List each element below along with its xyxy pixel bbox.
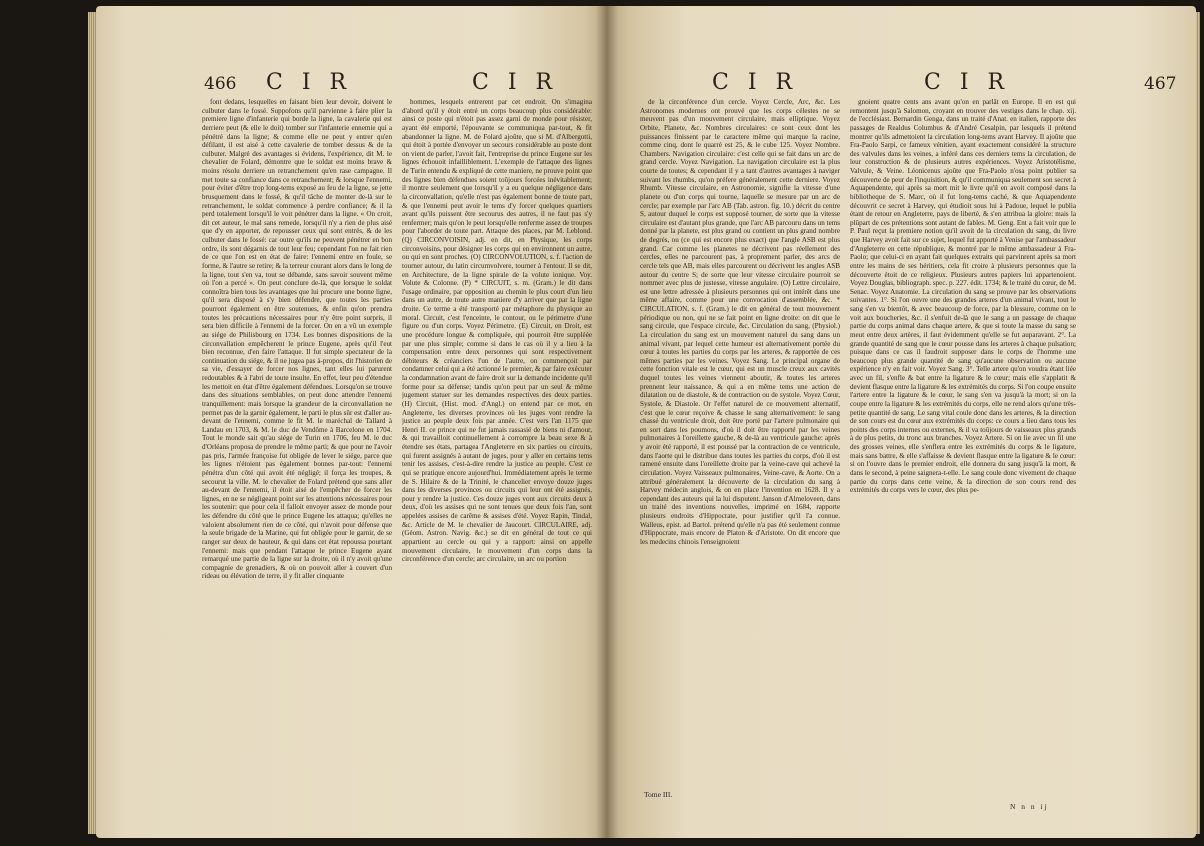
right-page [606,6,1196,838]
running-head-left: C I R [266,70,353,95]
column-text: gnoient quatre cents ans avant qu'on en parlât en Europe. Il en est qui remontent jusqu'à Salomon, croyant en trouver des vestiges dans le chap. xij. de l'ecclésiast. Bernardin Genga, dans un traité d'Anat. en italien, rapporte des passages de Realdus Columbus & d'André Cesalpin, par lesquels il prétend montrer qu'ils admettoient la circulation long-tems avant Harvey. Il ajoûte que Fra-Paolo Sarpi, ce fameux vénitien, ayant exactement considéré la structure des valvules dans les veines, a inféré dans ces derniers tems la circulation, de leur construction & de plusieurs autres expériences. Voyez Aristotélisme, Valvule, & Veine. Léonicenus ajoûte que Fra-Paolo n'osa point publier sa découverte de peur de l'inquisition, & qu'il communiqua seulement son secret à Aquapendente, qui après sa mort mit le livre qu'il en avoit composé dans la bibliotheque de S. Marc, où il fut long-tems caché, & que Aquapendente découvrit ce secret à Harvey, qui étudioit sous lui à Padoue, lequel le publia étant de retour en Angleterre, pays de liberté, & s'en attribua la gloire: mais la plûpart de ces prétentions sont autant de fables. M. Geng. Ent a fait voir que le P. Paul reçut la premiere notion qu'il avoit de la circulation du sang, du livre que Harvey avoit fait sur ce sujet, lequel fut apporté à Venise par l'ambassadeur d'Angleterre en cette république, & montré par le même ambassadeur à Fra-Paolo; que celui-ci en ayant fait quelques extraits qui parvinrent après sa mort entre les mains de ses héritiers, cela fit croire à plusieurs personnes que la découverte étoit de ce religieux. Plusieurs autres papiers lui appartenoient. Voyez Douglas, bibliograph. spec. p. 227. édit. 1734; & le traité du cœur, de M. Senac. Voyez Anatomie. La circulation du sang se prouve par les observations suivantes. 1°. Si l'on ouvre une des grandes arteres d'un animal vivant, tout le sang s'en va bientôt, & avec beaucoup de force, par la blessure, comme on le voit aux boucheries, &c. il s'enfuit de-là que le sang a un passage de chaque partie du corps animal dans chaque artere, & que si toute la masse du sang se meut entre deux artères, il faut évidemment qu'elle se fut auparavant. 2°. La grande quantité de sang que le cœur pousse dans les arteres à chaque pulsation; puisque dans ce cas il faudroit supposer dans le corps de l'homme une beaucoup plus grande quantité de sang qu'aucune observation ou aucune expérience n'y en fait voir. Voyez Sang. 3°. Telle artere qu'on voudra étant liée avec un fil, s'enfle & bat entre la ligature & le cœur; mais elle s'applatit & devient flasque entre la ligature & les extrémités du corps. Si l'on coupe ensuite l'artere entre la ligature & le cœur, le sang s'en va jusqu'à la mort; si on la coupe entre la ligature & les extrémités du corps, elle ne rend alors qu'une très-petite quantité de sang. Le sang vital coule donc dans les arteres, & la direction de son cours est du cœur aux extrémités du corps: ce cours a lieu dans tous les points des corps internes ou externes, & il va toûjours de vaisseaux plus grands à de plus petits, du tronc aux branches. Voyez Artere. Si on lie avec un fil une des grosses veines, elle s'enflera entre les extrémités du corps & le ligature, mais sans battre, & elle s'affaisse & devient flasque entre la ligature & le cœur: si on l'ouvre dans le premier endroit, elle donnera du sang jusqu'à la mort, & dans le second, à peine saignera-t-elle. Le sang coule donc vivement de chaque partie du corps dans cette veine, & la direction de son cours rend des extrémités du corps vers le cœur, des plus pe- [850,98,1076,495]
column-text: hommes, lesquels entrerent par cet endroit. On s'imagina d'abord qu'il y étoit entré un corps beaucoup plus considérable: ainsi ce poste qui n'étoit pas assez garni de monde pour résister, ayant été emporté, l'épouvante se communiqua par-tout, & fit abandonner la ligne. M. de Folard ajoûte, que si M. d'Albergotti, qui étoit à portée d'envoyer un secours considérable au poste dont on vient de parler, l'avoit fait, l'entreprise du prince Eugene sur les lignes échouoit infailliblement. L'exemple de l'attaque des lignes de Turin entendu & expliqué de cette maniere, ne prouve point que des lignes bien défendues soient toûjours forcées inévitablement; il montre seulement que lorsqu'il y a eu quelque négligence dans la circonvallation, qu'elle n'est pas également bonne de toute part, & que l'ennemi peut avoir le tems d'y forcer quelques quartiers avant qu'ils puissent être secourus des autres, il ne faut pas s'y renfermer; mais qu'on le peut lorsqu'elle renferme assez de troupes pour l'aborder de toute part. Attaque des places, par M. Leblond. (Q) CIRCONVOISIN, adj. en dit, en Physique, les corps circonvoisins, pour désigner les corps qui en environnent un autre, ou qui en sont proches. (O) CIRCONVOLUTION, s. f. l'action de tourner autour, du latin circumvolvere, tourner à l'entour. Il se dit, en Architecture, de la ligne spirale de la volute ionique. Voy. Volute & Colonne. (P) * CIRCUIT, s. m. (Gram.) le dit dans l'usage ordinaire, par opposition au chemin le plus court d'un lieu dans un autre, de toute autre maniere d'y arriver que par la ligne droite. Ce terme a été transporté par métaphore du physique au moral. Circuit, c'est l'enceinte, le contour, ou le périmetre d'une figure ou d'un corps. Voyez Périmetre. (E) Circuit, en Droit, est une procédure longue & compliquée, qui pourroit être suppléée par une plus simple; comme si dans le cas où il y a lieu à la compensation entre deux personnes qui sont respectivement débiteurs & créanciers l'un de l'autre, on commençoit par condamner celui qui a été actionné le premier, & par faire exécuter la condamnation avant de faire droit sur la demande incidente qu'il forme pour sa défense; tandis qu'on peut par un seul & même jugement statuer sur les demandes respectives des deux parties. (H) Circuit, (Hist. mod. d'Angl.) on entend par ce mot, en Angleterre, les diverses provinces où les juges vont rendre la justice au peuple deux fois par année. C'est vers l'an 1175 que Henri II. ce prince qui ne fut jamais rassasié de biens ni d'amour, & qui travailloit continuellement à corrompre la beau sexe & à étendre ses états, partagea l'Angleterre en six parties ou circuits, qui furent assignés à autant de juges, pour y aller en certains tems tenir les assises, c'est-à-dire rendre la justice au peuple. C'est ce qui se pratique encore aujourd'hui. Immédiatement après le terme de S. Hilaire & de la Trinité, le chancelier envoye douze juges dans les diverses provinces ou circuits qui leur ont été assignés, pour y rendre la justice. Ces douze juges vont aux circuits deux à deux, d'où les assises qui ne sont tenues que deux fois l'an, sont appelées assises de carême & assises d'été. Voyez Rapin, Tindal, &c. Article de M. le chevalier de Jaucourt. CIRCULAIRE, adj. (Géom. Astron. Navig. &c.) se dit en général de tout ce qui appartient au cercle ou qui y a rapport: ainsi on appelle mouvement circulaire, le mouvement d'un corps dans la circonférence d'un cercle; arc circulaire, un arc ou portion [402,98,592,564]
page-number: 466 [204,74,237,94]
column-text: de la circonférence d'un cercle. Voyez Cercle, Arc, &c. Les Astronomes modernes ont prouvé que les corps célestes ne se meuvent pas d'un mouvement circulaire, mais elliptique. Voyez Orbite, Planete, &c. Nombres circulaires: ce sont ceux dont les puissances finissent par le caractere même qui marque la racine, comme cinq, dont le quarré est 25, & le cube 125. Voyez Nombre. Chambers. Navigation circulaire: c'est celle qui se fait dans un arc de grand cercle. Voyez Navigation. La navigation circulaire est la plus courte de toutes; & cependant il y a tant d'autres avantages à naviger suivant les rhumbs, qu'on préfere généralement cette derniere. Voyez Rhumb. Vitesse circulaire, en Astronomie, signifie la vitesse d'une planete ou d'un corps qui tourne, laquelle se mesure par un arc de cercle; par exemple par l'arc AB (Tab. astron. fig. 10.) décrit du centre S, autour duquel le corps est supposé tourner, de sorte que la vitesse circulaire est d'autant plus grande, que l'arc AB parcouru dans un tems donné par la planete, est plus grand ou contient un plus grand nombre de degrés, ou (ce qui est encore plus exact) que l'angle ASB est plus grand. Car comme les planetes ne décrivent pas réellement des cercles, elles ne parcourent pas, à proprement parler, des arcs de cercle tels que AB, mais elles parcourent ou décrivent les angles ASB autour du centre S; de sorte que leur vitesse circulaire pourroit se nommer avec plus de justesse, vitesse angulaire. (O) Lettre circulaire, est une lettre adressée à plusieurs personnes qui ont intérêt dans une même affaire, comme pour une convocation d'assemblée, &c. * CIRCULATION, s. f. (Gram.) le dit en général de tout mouvement périodique ou non, qui ne se fait point en ligne droite: on dit que le sang circule, que l'espace circule, &c. Circulation du sang, (Physiol.) La circulation du sang est un mouvement naturel du sang dans un animal vivant, par lequel cette humeur est alternativement portée du cœur à toutes les parties du corps par les arteres, & rapportée de ces mêmes parties par les veines. Voyez Sang. Le principal organe de cette fonction vitale est le cœur, qui est un muscle creux aux cavités duquel toutes les veines viennent aboutir, & toutes les arteres prennent leur naissance, & qui a en même tems une action de dilatation ou de diastole, & de contraction ou de systole. Voyez Cœur, Systole, & Diastole. Or l'effet naturel de ce mouvement alternatif, c'est que le cœur reçoive & chasse le sang alternativement: le sang chassé du ventricule droit, doit être porté par l'artere pulmonaire qui en sort dans les poumons, d'où il doit être rapporté par les veines pulmonaires à l'oreillette gauche, & de-là au ventricule gauche: après y avoir été rapporté, il est poussé par la contraction de ce ventricule, dans l'aorte qui le distribue dans toutes les parties du corps, d'où il est ramené ensuite dans l'oreillette droite par la veine-cave qui achevé la circulation. Voyez Vaisseaux pulmonaires, Veine-cave, & Aorte. On a attribué généralement la découverte de la circulation du sang à Harvey médecin anglois, & on en place l'invention en 1628. Il y a cependant des auteurs qui la lui disputent. Janson d'Almeloveen, dans un traité des inventions nouvelles, imprimé en 1684, rapporte plusieurs endroits d'Hippocrate, pour justifier qu'il l'a connue. Walleus, epist. ad Bartol. prétend qu'elle n'a pas été seulement connue d'Hippocrate, mais encore de Platon & d'Aristote. On dit encore que les medecins chinois l'enseignoient [640,98,840,546]
running-head-right: C I R [924,70,1011,95]
text-column [640,98,840,547]
volume-footer: Tome III. [644,790,673,799]
right-page-header [606,70,1196,96]
signature-mark: N n n ij [1010,802,1049,811]
text-column [202,98,392,581]
left-page-header [96,70,606,96]
running-head-left: C I R [712,70,799,95]
running-head-right: C I R [472,70,559,95]
text-column [850,98,1076,495]
column-text: font dedans, lesquelles en faisant bien leur devoir, doivent le culbuter dans le fossé. Suppofons qu'il parvienne à faire plier la premiere ligne d'infanterie qui borde la ligne, la cavalerie qui est derriere peut (& elle le doit) tomber sur l'infanterie ennemie qui a pénétré dans la ligne; & comme elle ne peut y entrer qu'en défilant, il est aisé à cette cavalerie de tomber dessus & de la culbuter. Malgré des avantages si évidens, l'expérience, dit M. le chevalier de Folard, démontre que le soldat est moins brave & moins résolu derriere un retranchement qu'en rase campagne. Il met toute sa confiance dans ce retranchement; & lorsque l'ennemi, pour éviter d'être trop long-tems exposé au feu de la ligne, se jette brusquement dans le fossé, & qu'il tâche de monter de-là sur le retranchement, le soldat commence à perdre confiance; & il la perd totalement lorsqu'il le voit pénétrer dans la ligne. « On croit, dit cet auteur, le mal sans remede, lorsqu'il n'y a rien de plus aisé que d'y en apporter, de repousser ceux qui sont entrés, & de les culbuter dans le fossé: car outre qu'ils ne peuvent pénétrer en bon ordre, ils sont dégarnis de tout leur feu; cependant l'on ne fait rien de ce que l'on est en état de faire: l'ennemi entre en foule, se forme, & l'autre se retire; & la terreur courant alors dans le long de la ligne, tout s'en va, tout se débande, sans savoir souvent même où l'on a percé ». On peut conclure de-là, que lorsque le soldat connoîtra bien tous les avantages que lui procure une bonne ligne, qu'il sera disposé à s'y bien défendre, que toutes les parties pourront également en être soutenues, & enfin qu'on prendra toutes les précautions nécessaires pour n'y être point surpris, il sera bien difficile à l'ennemi de la forcer. On en a vû un exemple au siége de Philisbourg en 1734. Les bonnes dispositions de la circonvallation empêcherent le prince Eugene, après qu'il l'eut bien reconnue, d'en faire l'attaque. Il fut simple spectateur de la continuation du siége, & il ne jugea pas à-propos, dit l'historien de sa vie, d'essayer de forcer nos lignes, tant elles lui parurent redoutables & à l'abri de toute insulte. En effet, leur peu d'étendue les mettoit en état d'être également défendues. Lorsqu'on se trouve dans des situations semblables, on peut donc attendre l'ennemi tranquillement: mais lorsque la grandeur de la circonvallation ne permet pas de la garnir également, le parti le plus sûr est d'aller au-devant de l'ennemi, comme le fit M. le maréchal de Tallard à Landau en 1703, & M. le duc de Vendôme à Barcelone en 1704. Tout le monde sait qu'au siége de Turin en 1706, feu M. le duc d'Orléans proposa de prendre le même parti; & que pour ne l'avoir pas pris, l'armée françoise fut obligée de lever le siége, parce que les lignes n'étoient pas également bonnes par-tout: l'ennemi pénétra d'un côté qui avoit été négligé; il força les troupes, & secourut la ville. M. le chevalier de Folard prétend que sans aller au-devant de l'ennemi, il étoit aisé de l'empêcher de forcer les lignes, en ne se négligeant point sur les attentions nécessaires pour les soutenir: que pour cela il falloit envoyer assez de monde pour les défendre du côté que le prince Eugene les attaqua; qu'elles ne valoient absolument rien de ce côté, qui n'avoit pour défense que la seule brigade de la Marine, qui fut obligée pour le garnir, de se ranger sur deux de hauteur, & qui dans cet état repoussa pourtant l'ennemi: mais que pendant l'attaque le prince Eugene ayant remarqué une partie de la ligne sur la droite, où il n'y avoit qu'une compagnie de grenadiers, & où on pouvoit aller à couvert d'un rideau ou élévation de terre, il y fit aller cinquante [202,98,392,581]
page-number: 467 [1144,74,1177,94]
book-gutter [596,6,618,838]
left-page [96,6,606,838]
text-column [402,98,592,564]
